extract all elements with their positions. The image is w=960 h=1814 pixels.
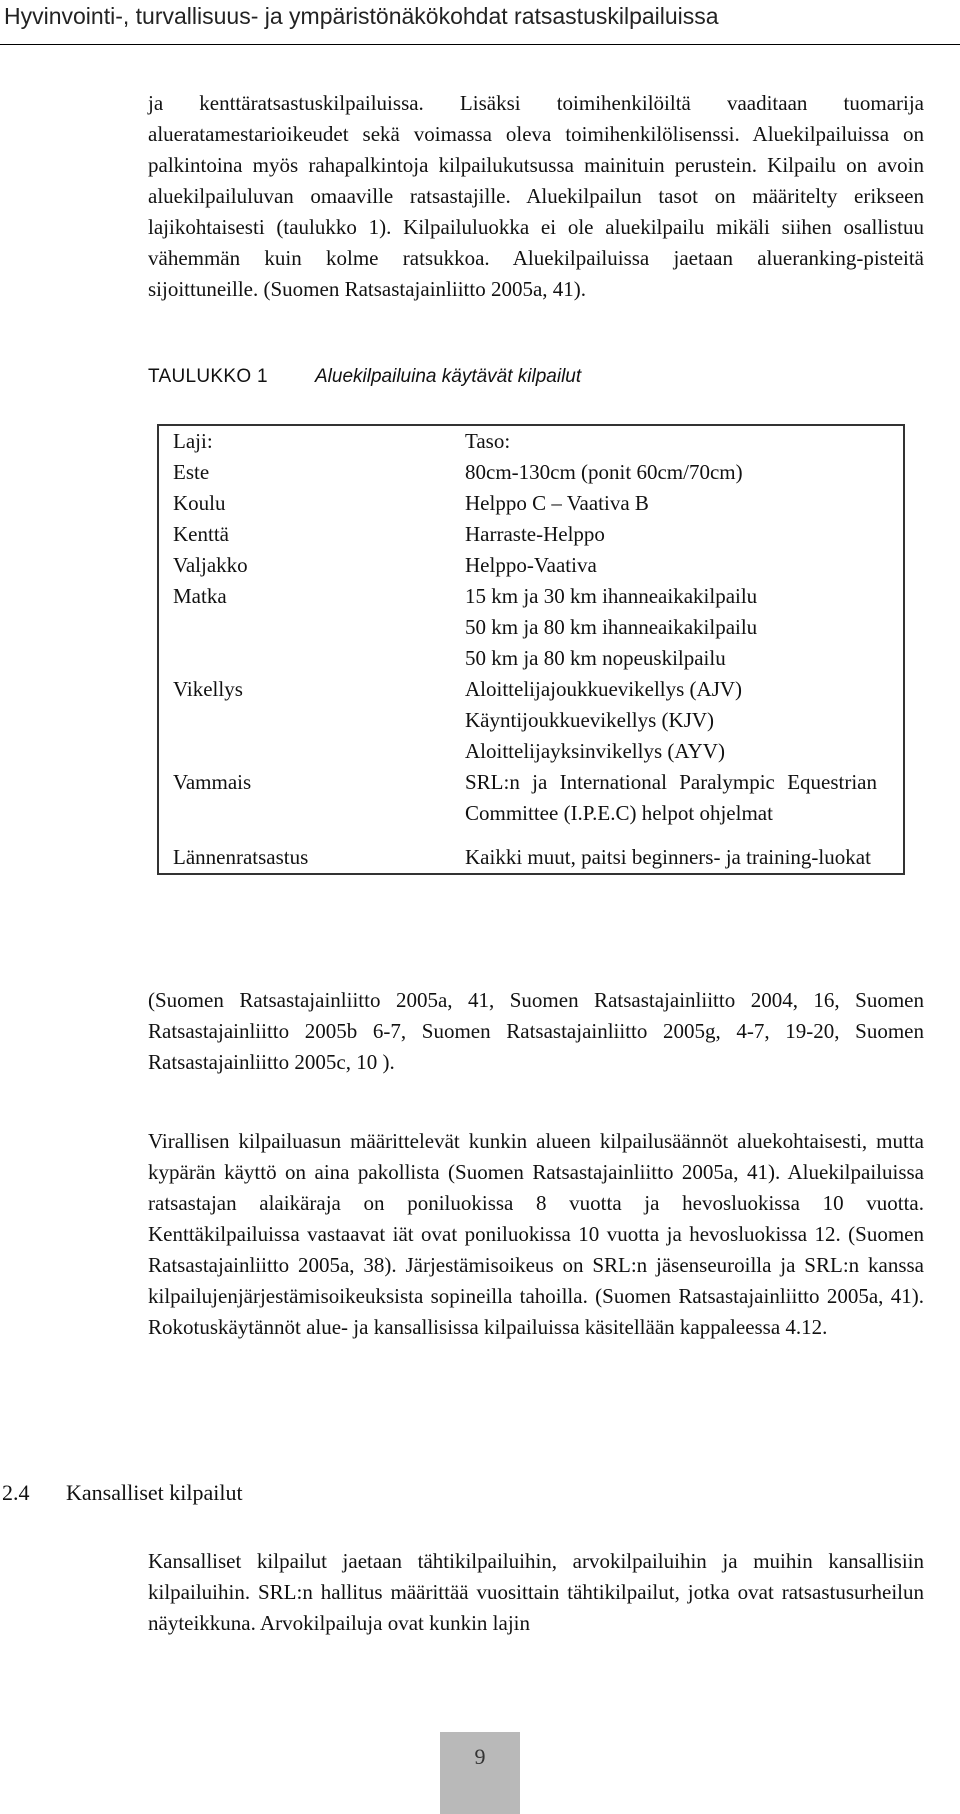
row-laji: Este xyxy=(173,460,210,484)
row-laji: Koulu xyxy=(173,491,226,515)
row-laji: Lännenratsastus xyxy=(173,845,309,869)
taso-line: Aloittelijajoukkuevikellys (AJV) xyxy=(465,677,743,701)
table-row xyxy=(158,519,904,550)
section-number: 2.4 xyxy=(2,1480,30,1505)
taso-line: 50 km ja 80 km ihanneaikakilpailu xyxy=(465,615,758,639)
table-row xyxy=(158,488,904,519)
row-taso xyxy=(465,488,904,519)
row-laji: Kenttä xyxy=(173,522,229,546)
page-number: 9 xyxy=(474,1744,486,1769)
table-row xyxy=(158,581,904,674)
header-laji: Laji: xyxy=(173,429,213,453)
taso-line: 15 km ja 30 km ihanneaikakilpailu xyxy=(465,584,758,608)
table-header-row xyxy=(158,425,904,457)
body-paragraph: Virallisen kilpailuasun määrittelevät kunkin alueen kilpailusäännöt aluekohtaisesti, mutta kypärän käyttö on aina pakollista (Suomen Ratsastajainliitto 2005a, 41). Aluekilpailuissa ratsastajan alaikäraja on poniluokissa 8 vuotta ja hevosluokissa 10 vuotta. Kenttäkilpailuissa vastaavat iät ovat poniluokissa 10 vuotta ja hevosluokissa 12. (Suomen Ratsastajainliitto 2005a, 38). Järjestämisoikeus on SRL:n jäsenseuroilla ja SRL:n kanssa kilpailujenjärjestämisoikeuksista sopineilla tahoilla. (Suomen Ratsastajainliitto 2005a, 41). Rokotuskäytännöt alue- ja kansallisissa kilpailuissa käsitellään kappaleessa 4.12. xyxy=(148,1129,924,1339)
row-taso xyxy=(465,842,904,874)
intro-paragraph: ja kenttäratsastuskilpailuissa. Lisäksi toimihenkilöiltä vaaditaan tuomarija alueratamestarioikeudet sekä voimassa oleva toimihenkilölisenssi. Aluekilpailuissa on palkintoina myös rahapalkintoja kilpailukutsussa mainituin perustein. Kilpailu on avoin aluekilpailuluvan omaaville ratsastajille. Aluekilpailun tasot on määritelty erikseen lajikohtaisesti (taulukko 1). Kilpailuluokka ei ole aluekilpailu mikäli siihen osallistuu vähemmän kuin kolme ratsukkoa. Aluekilpailuissa jaetaan alueranking-pisteitä sijoittuneille. (Suomen Ratsastajainliitto 2005a, 41). xyxy=(148,91,924,301)
taso-line: Käyntijoukkuevikellys (KJV) xyxy=(465,708,715,732)
taso-line: SRL:n ja International Paralympic Equestrian Committee (I.P.E.C) helpot ohjelmat xyxy=(465,770,877,825)
row-taso xyxy=(465,581,904,674)
taso-line: Helppo-Vaativa xyxy=(465,553,597,577)
taso-line: 50 km ja 80 km nopeuskilpailu xyxy=(465,646,726,670)
table-row xyxy=(158,674,904,767)
table-caption-number: TAULUKKO 1 xyxy=(148,366,268,387)
row-taso xyxy=(465,674,904,767)
running-title: Hyvinvointi-, turvallisuus- ja ympäristönäkökohdat ratsastuskilpailuissa xyxy=(4,3,719,29)
source-note: (Suomen Ratsastajainliitto 2005a, 41, Suomen Ratsastajainliitto 2004, 16, Suomen Ratsastajainliitto 2005b 6-7, Suomen Ratsastajainliitto 2005g, 4-7, 19-20, Suomen Ratsastajainliitto 2005c, 10 ). xyxy=(148,988,924,1074)
header-taso: Taso: xyxy=(465,429,511,453)
taso-line: Harraste-Helppo xyxy=(465,522,605,546)
row-taso xyxy=(465,519,904,550)
table-caption-title: Aluekilpailuina käytävät kilpailut xyxy=(315,366,582,387)
page-number-box xyxy=(440,1732,520,1814)
table-spacer-row xyxy=(158,829,904,842)
row-laji: Vammais xyxy=(173,770,252,794)
row-laji: Valjakko xyxy=(173,553,248,577)
row-taso xyxy=(465,457,904,488)
section-title: Kansalliset kilpailut xyxy=(66,1480,243,1505)
taso-line: Helppo C – Vaativa B xyxy=(465,491,649,515)
table-row xyxy=(158,767,904,829)
row-laji: Matka xyxy=(173,584,227,608)
row-taso xyxy=(465,550,904,581)
row-taso xyxy=(465,767,904,829)
table-caption xyxy=(148,366,582,388)
taso-line: Kaikki muut, paitsi beginners- ja training-luokat xyxy=(465,845,871,869)
taso-line: 80cm-130cm (ponit 60cm/70cm) xyxy=(465,460,743,484)
body-paragraph: Kansalliset kilpailut jaetaan tähtikilpailuihin, arvokilpailuihin ja muihin kansallisiin kilpailuihin. SRL:n hallitus määrittää vuosittain tähtikilpailut, jotka ovat ratsastusurheilun näyteikkuna. Arvokilpailuja ovat kunkin lajin xyxy=(148,1549,924,1635)
row-laji: Vikellys xyxy=(173,677,243,701)
running-header xyxy=(0,0,960,45)
table-row xyxy=(158,457,904,488)
taso-line: Aloittelijayksinvikellys (AYV) xyxy=(465,739,725,763)
table-row xyxy=(158,842,904,874)
competition-levels-table xyxy=(157,424,905,875)
table-row xyxy=(158,550,904,581)
